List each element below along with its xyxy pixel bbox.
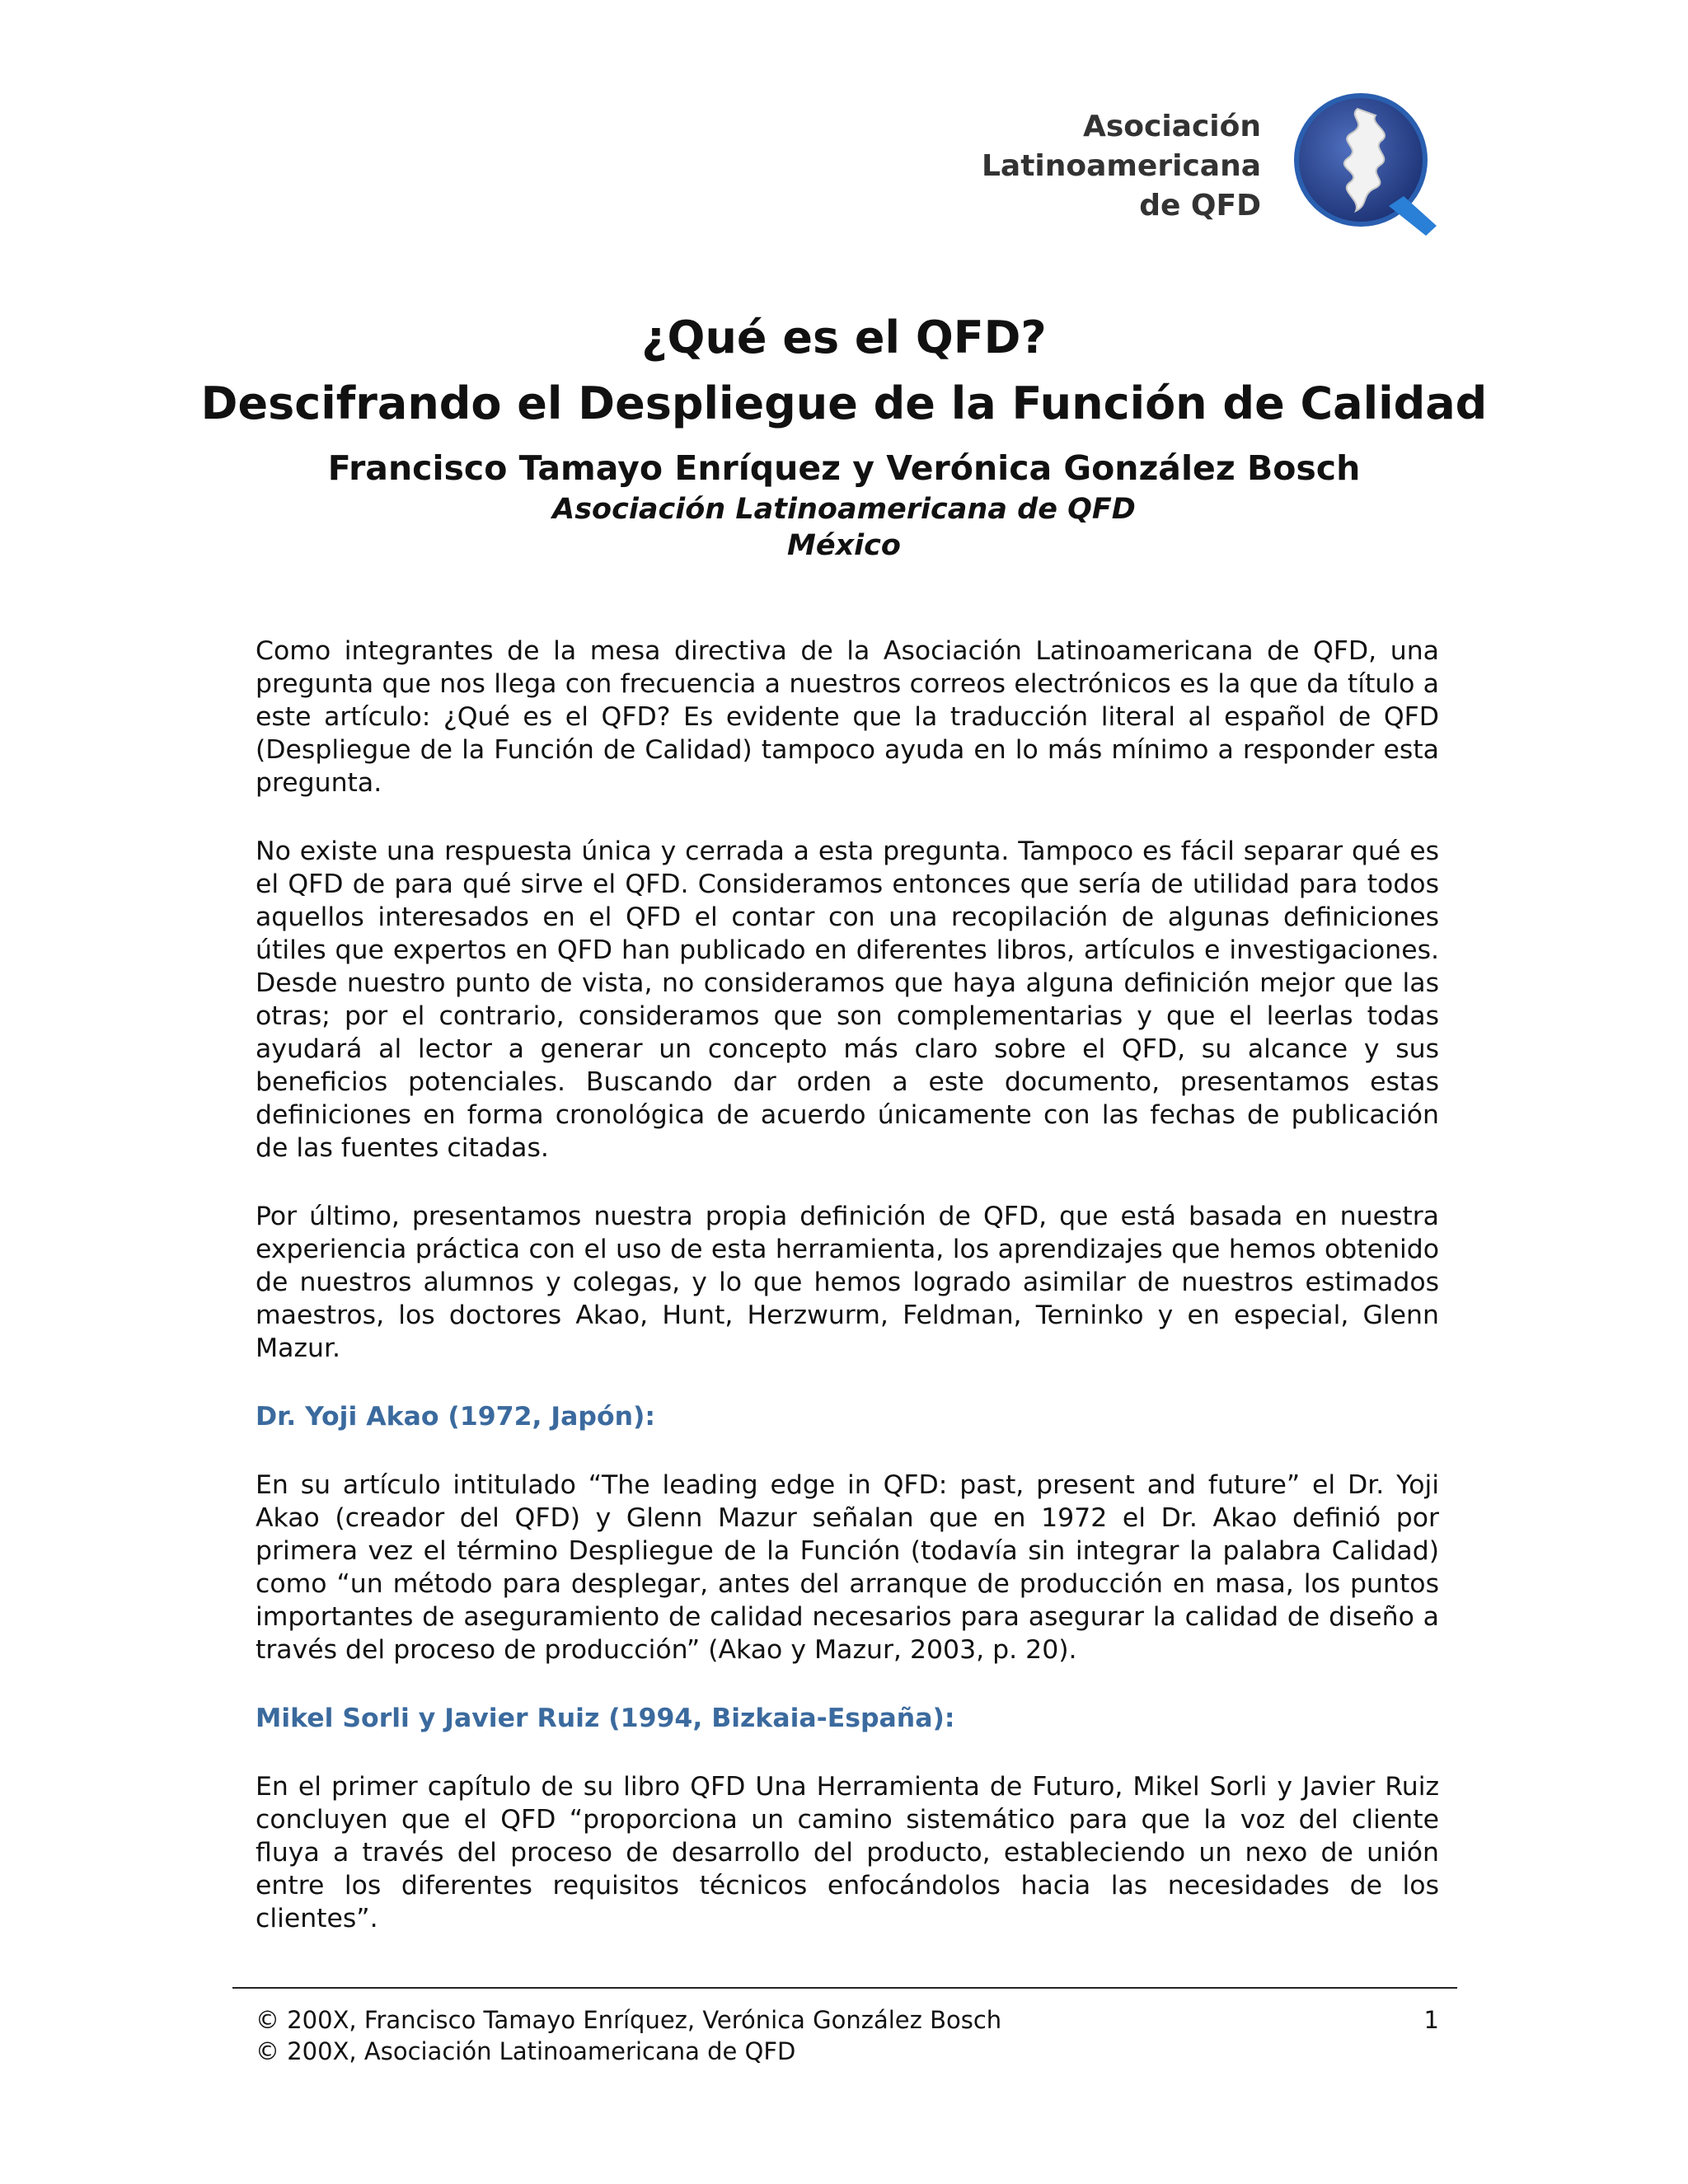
page-title: [0, 305, 1688, 437]
logo-line: Asociación: [1082, 110, 1261, 143]
page-footer: [256, 2004, 1439, 2067]
section-heading: Mikel Sorli y Javier Ruiz (1994, Bizkaia-España):: [256, 1704, 955, 1733]
qfd-q-logo-icon: [1290, 91, 1438, 239]
paragraph: Por último, presentamos nuestra propia definición de QFD, que está basada en nuestra experiencia práctica con el uso de esta herramienta, los aprendizajes que hemos obtenido de nuestros alumnos y colegas, y lo que hemos logrado asimilar de nuestros estimados maestros, los doctores Akao, Hunt, Herzwurm, Feldman, Terninko y en especial, Glenn Mazur.: [256, 1202, 1439, 1363]
title-line: Descifrando el Despliegue de la Función de Calidad: [200, 377, 1488, 429]
paragraph: No existe una respuesta única y cerrada a esta pregunta. Tampoco es fácil separar qué es el QFD de para qué sirve el QFD. Consideramos entonces que sería de utilidad para todos aquellos interesados en el QFD el contar con una recopilación de algunas definiciones útiles que expertos en QFD han publicado en diferentes libros, artículos e investigaciones. Desde nuestro punto de vista, no consideramos que haya alguna definición mejor que las otras; por el contrario, consideramos que son complementarias y que el leerlas todas ayudará al lector a generar un concepto más claro sobre el QFD, su alcance y sus beneficios potenciales. Buscando dar orden a este documento, presentamos estas definiciones en forma cronológica de acuerdo únicamente con las fechas de publicación de las fuentes citadas.: [256, 837, 1439, 1163]
section-heading: Dr. Yoji Akao (1972, Japón):: [256, 1402, 656, 1432]
copyright-authors: © 200X, Francisco Tamayo Enríquez, Verónica González Bosch: [256, 2006, 1002, 2034]
copyright-association: © 200X, Asociación Latinoamericana de QFD: [256, 2037, 796, 2065]
paragraph: En su artículo intitulado “The leading edge in QFD: past, present and future” el Dr. Yoji Akao (creador del QFD) y Glenn Mazur señalan que en 1972 el Dr. Akao definió por primera vez el término Despliegue de la Función (todavía sin integrar la palabra Calidad) como “un método para desplegar, antes del arranque de producción en masa, los puntos importantes de aseguramiento de calidad necesarios para asegurar la calidad de diseño a través del proceso de producción” (Akao y Mazur, 2003, p. 20).: [256, 1470, 1439, 1665]
logo-line: de QFD: [1139, 189, 1261, 223]
footer-divider: [232, 1987, 1457, 1989]
association-logo: [981, 91, 1438, 243]
title-line: ¿Qué es el QFD?: [641, 312, 1047, 363]
affiliation-block: [0, 491, 1688, 564]
article-body: [256, 635, 1439, 1971]
country: México: [787, 529, 901, 562]
logo-text: [982, 107, 1261, 226]
authors: Francisco Tamayo Enríquez y Verónica González Bosch: [327, 448, 1361, 488]
paragraph: Como integrantes de la mesa directiva de la Asociación Latinoamericana de QFD, una pregunta que nos llega con frecuencia a nuestros correos electrónicos es la que da título a este artículo: ¿Qué es el QFD? Es evidente que la traducción literal al español de QFD (Despliegue de la Función de Calidad) tampoco ayuda en lo más mínimo a responder esta pregunta.: [256, 636, 1439, 798]
affiliation: Asociación Latinoamericana de QFD: [552, 493, 1136, 526]
page-number: 1: [1423, 2006, 1439, 2034]
paragraph: En el primer capítulo de su libro QFD Una Herramienta de Futuro, Mikel Sorli y Javier Ruiz concluyen que el QFD “proporciona un camino sistemático para que la voz del cliente fluya a través del proceso de desarrollo del producto, estableciendo un nexo de unión entre los diferentes requisitos técnicos enfocándolos hacia las necesidades de los clientes”.: [256, 1772, 1439, 1933]
logo-line: Latinoamericana: [981, 149, 1261, 183]
